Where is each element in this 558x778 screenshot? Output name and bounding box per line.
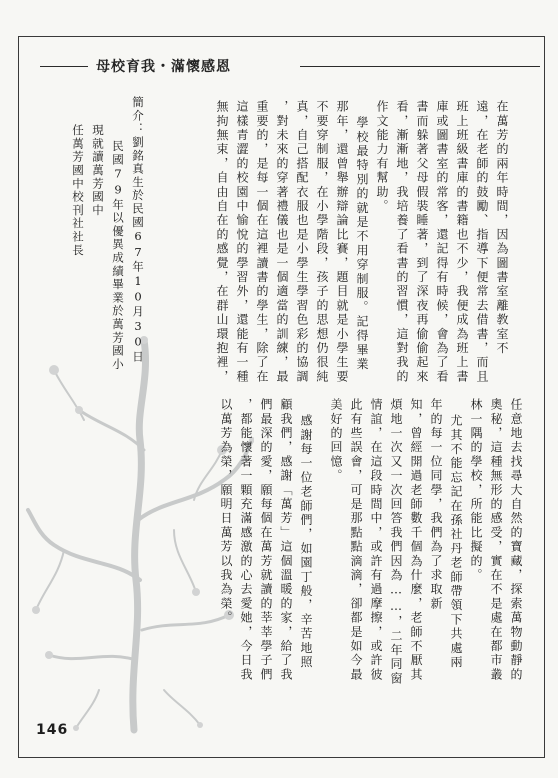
text-column: 奧秘，這種無形的感受，實在不是處在都市叢 xyxy=(489,398,503,682)
text-column: 看，漸漸地，我培養了看書的習慣，這對我的 xyxy=(395,100,409,384)
text-column: 遠，在老師的鼓勵、指導下便常去借書，而且 xyxy=(475,100,489,384)
text-column: ，對未來的穿著禮儀也是一個適當的訓練，最 xyxy=(275,100,289,384)
text-column: 真，自己搭配衣服也是小學生學習色彩的協調 xyxy=(295,100,309,384)
text-column: 此有些誤會，可是那點點滴滴，卻都是如今最 xyxy=(349,398,363,682)
text-column: 感謝每一位老師們，如園丁般，辛苦地照 xyxy=(299,414,313,670)
text-column: 林一隅的學校，所能比擬的。 xyxy=(469,398,483,583)
text-column: 任意地去找尋大自然的寶藏，探索萬物動靜的 xyxy=(509,398,523,682)
section-header: 母校育我・滿懷感恩 xyxy=(96,59,231,75)
text-column: 這樣青澀的校園中愉悅的學習外，還能有一種 xyxy=(235,100,249,384)
text-column: ，都能懷著一顆充滿感激的心去愛她，今日我 xyxy=(239,398,253,682)
text-column: 學校最特別的就是不用穿制服。記得畢業 xyxy=(355,116,369,372)
text-column: 們最深的愛，願每個在萬芳就讀的莘莘學子們 xyxy=(259,398,273,682)
text-column: 美好的回憶。 xyxy=(329,398,343,484)
text-column: 情誼，在這段時間中，或許有過摩擦，或許彼 xyxy=(369,398,383,682)
text-column: 煩地一次又一次回答我們因為……，二年同窗 xyxy=(389,398,403,686)
text-column: 書而躲著父母假裝睡著，到了深夜再偷偷起來 xyxy=(415,100,429,384)
header-rule-left xyxy=(40,66,88,67)
text-column: 那年，還曾舉辦辯論比賽，題目就是小學生要 xyxy=(335,100,349,384)
text-column: 庫或圖書室的常客，還記得有時候，會為了看 xyxy=(435,100,449,384)
author-position: 任萬芳國中校刊社社長 xyxy=(71,124,85,257)
text-column: 作文能力有幫助。 xyxy=(375,100,389,214)
header-rule-right xyxy=(300,66,540,67)
text-column: 重要的，是每一個在這裡讀書的學生，除了在 xyxy=(255,100,269,384)
page-number: 146 xyxy=(36,722,69,738)
author-current-school: 現就讀萬芳國中 xyxy=(91,124,105,218)
text-column: 班上班級書庫的書籍也不少，我便成為班上書 xyxy=(455,100,469,384)
text-column: 以萬芳為榮，願明日萬芳以我為榮。 xyxy=(219,398,233,626)
text-column: 顧我們，感謝「萬芳」這個溫暖的家，給了我 xyxy=(279,398,293,682)
text-column: 在萬芳的兩年時間，因為圖書室離教室不 xyxy=(495,100,509,356)
text-column: 無拘無束，自由自在的感覺，在群山環抱裡， xyxy=(215,100,229,384)
text-column: 知，曾經開過老師數千個為什麼，老師不厭其 xyxy=(409,398,423,682)
author-intro: 簡介：劉銘真生於民國67年10月30日 xyxy=(131,96,145,364)
text-column: 年的每一位同學，我們為了求取新 xyxy=(429,398,443,611)
text-column: 不要穿制服，在小學階段，孩子的思想仍很純 xyxy=(315,100,329,384)
text-column: 尤其不能忘記在孫社丹老師帶領下共處兩 xyxy=(449,414,463,670)
author-graduation: 民國79年以優異成績畢業於萬芳國小 xyxy=(111,140,125,372)
